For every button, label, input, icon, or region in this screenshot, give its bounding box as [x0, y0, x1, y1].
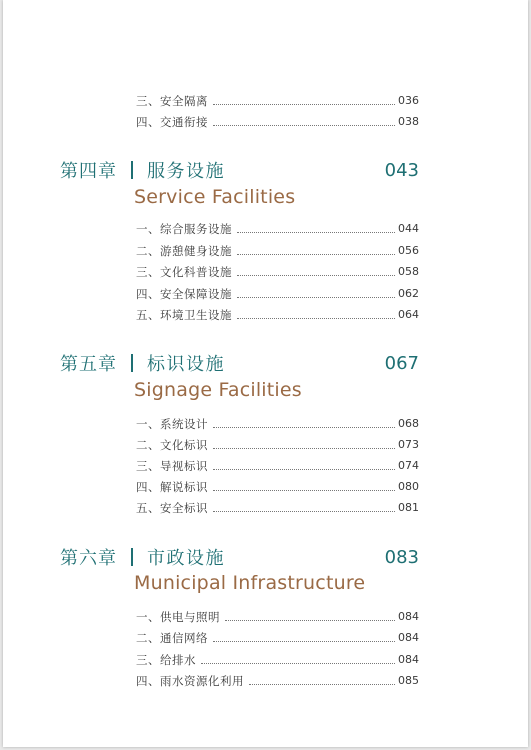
toc-item[interactable]	[136, 222, 419, 236]
toc-item-label: 三、导视标识	[136, 459, 208, 473]
toc-item-page: 074	[398, 459, 419, 472]
dot-leader	[213, 511, 395, 512]
toc-item-label: 三、给排水	[136, 653, 196, 667]
toc-item[interactable]	[136, 308, 419, 322]
toc-item-page: 084	[398, 610, 419, 623]
dot-leader	[201, 663, 395, 664]
chapter-title: 市政设施	[147, 548, 225, 569]
chapter-english-title: Service Facilities	[134, 186, 296, 208]
toc-item-page: 084	[398, 631, 419, 644]
toc-item-page: 068	[398, 417, 419, 430]
toc-item[interactable]	[136, 94, 419, 108]
dot-leader	[213, 125, 395, 126]
separator-bar	[131, 161, 133, 179]
toc-item-label: 四、安全保障设施	[136, 287, 232, 301]
toc-item-page: 073	[398, 438, 419, 451]
toc-item-page: 081	[398, 501, 419, 514]
toc-item[interactable]	[136, 610, 419, 624]
toc-item-label: 五、环境卫生设施	[136, 308, 232, 322]
toc-item[interactable]	[136, 438, 419, 452]
toc-item-label: 五、安全标识	[136, 501, 208, 515]
toc-item-page: 044	[398, 222, 419, 235]
chapter-heading[interactable]	[60, 545, 419, 569]
toc-item-page: 038	[398, 115, 419, 128]
toc-item-label: 二、文化标识	[136, 438, 208, 452]
toc-item[interactable]	[136, 653, 419, 667]
dot-leader	[237, 232, 395, 233]
toc-item[interactable]	[136, 417, 419, 431]
toc-item-label: 三、文化科普设施	[136, 265, 232, 279]
toc-item-label: 一、系统设计	[136, 417, 208, 431]
toc-item-label: 二、游憩健身设施	[136, 244, 232, 258]
toc-item[interactable]	[136, 674, 419, 688]
chapter-title: 标识设施	[147, 354, 225, 375]
toc-item-page: 085	[398, 674, 419, 687]
separator-bar	[131, 548, 133, 566]
toc-item-label: 一、综合服务设施	[136, 222, 232, 236]
dot-leader	[237, 318, 395, 319]
chapter-number: 第六章	[60, 548, 117, 569]
dot-leader	[237, 254, 395, 255]
chapter-english-title: Municipal Infrastructure	[134, 572, 366, 594]
toc-item[interactable]	[136, 244, 419, 258]
toc-item[interactable]	[136, 115, 419, 129]
toc-item-page: 062	[398, 287, 419, 300]
dot-leader	[213, 469, 395, 470]
dot-leader	[237, 297, 395, 298]
dot-leader	[237, 275, 395, 276]
chapter-title: 服务设施	[147, 161, 225, 182]
dot-leader	[213, 448, 395, 449]
toc-item-label: 四、解说标识	[136, 480, 208, 494]
dot-leader	[213, 641, 395, 642]
chapter-page: 083	[384, 546, 419, 568]
toc-item[interactable]	[136, 501, 419, 515]
toc-item[interactable]	[136, 631, 419, 645]
dot-leader	[213, 104, 395, 105]
toc-item[interactable]	[136, 287, 419, 301]
toc-item-page: 036	[398, 94, 419, 107]
dot-leader	[249, 684, 395, 685]
separator-bar	[131, 354, 133, 372]
chapter-english-title: Signage Facilities	[134, 379, 302, 401]
toc-item-label: 二、通信网络	[136, 631, 208, 645]
chapter-page: 043	[384, 159, 419, 181]
toc-item-label: 四、交通衔接	[136, 115, 208, 129]
chapter-heading[interactable]	[60, 351, 419, 375]
toc-item-page: 056	[398, 244, 419, 257]
chapter-number: 第五章	[60, 354, 117, 375]
dot-leader	[213, 490, 395, 491]
toc-page	[3, 0, 528, 747]
toc-item-label: 四、雨水资源化利用	[136, 674, 244, 688]
toc-item-page: 064	[398, 308, 419, 321]
chapter-page: 067	[384, 352, 419, 374]
chapter-heading[interactable]	[60, 158, 419, 182]
toc-item-page: 084	[398, 653, 419, 666]
dot-leader	[225, 620, 395, 621]
toc-item-label: 三、安全隔离	[136, 94, 208, 108]
toc-item[interactable]	[136, 459, 419, 473]
chapter-number: 第四章	[60, 161, 117, 182]
toc-item-page: 080	[398, 480, 419, 493]
toc-item[interactable]	[136, 265, 419, 279]
toc-item[interactable]	[136, 480, 419, 494]
dot-leader	[213, 427, 395, 428]
toc-item-page: 058	[398, 265, 419, 278]
toc-item-label: 一、供电与照明	[136, 610, 220, 624]
